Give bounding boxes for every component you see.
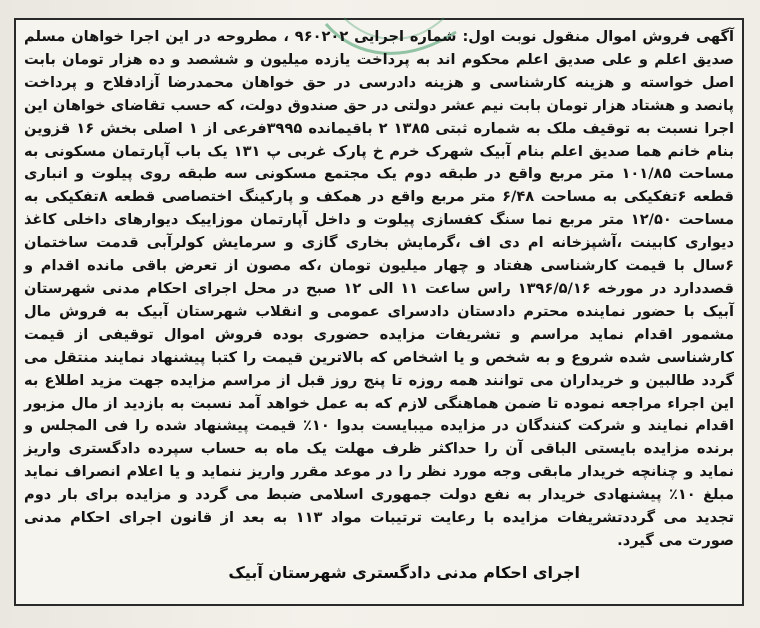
notice-heading: آگهی فروش اموال منقول نوبت اول: <box>462 28 734 45</box>
notice-text <box>24 26 734 553</box>
notice-paragraph <box>24 26 734 553</box>
notice-body: شماره اجرایی ۹۶۰۲۰۲ ، مطروحه در این اجرا خواهان مسلم صدیق اعلم و علی صدیق اعلم محکوم اند به پرداخت یازده میلیون و ششصد و ده هزار تومان بابت اصل خواسته و هزینه کارشناسی و هزینه دادرسی در حق خواهان محمدرضا آزادفلاح و پرداخت پانصد و هشتاد هزار تومان بابت نیم عشر دولتی در حق صندوق دولت، که حسب تقاضای خواهان این اجرا نسبت به توقیف ملک به شماره ثبتی ۱۳۸۵ ۲ باقیمانده ۳۹۹۵فرعی از ۱ اصلی بخش ۱۶ قزوین بنام خانم هما صدیق اعلم بنام آبیک شهرک خرم خ پارک غربی پ ۱۳۱ یک باب آپارتمان مسکونی به مساحت ۱۰۱/۸۵ متر مربع واقع در طبقه دوم یک مجتمع مسکونی سه طبقه روی پیلوت و انباری قطعه ۶تفکیکی به مساحت ۶/۴۸ متر مربع واقع در همکف و پارکینگ اختصاصی قطعه ۸تفکیکی به مساحت ۱۲/۵۰ متر مربع نما سنگ کفسازی پیلوت و داخل آپارتمان موزاییک دیوارهای داخلی کاغذ دیواری کابینت ،آشپزخانه ام دی اف ،گرمایش بخاری گازی و سرمایش کولرآبی قدمت ساختمان ۶سال با قیمت کارشناسی هفتاد و چهار میلیون تومان ،که مصون از تعرض باقی مانده اقدام و قصددارد در مورخه ۱۳۹۶/۵/۱۶ راس ساعت ۱۱ الی ۱۲ صبح در محل اجرای احکام مدنی شهرستان آبیک با حضور نماینده محترم دادستان دادسرای عمومی و انقلاب شهرستان آبیک به فروش مال مشمور اقدام نماید مراسم و تشریفات مزایده حضوری بوده فروش اموال توقیفی از قیمت کارشناسی شده شروع و به شخص و یا اشخاص که بالاترین قیمت را کتبا پیشنهاد نمایند منتقل می گردد طالبین و خریداران می توانند همه روزه تا پنج روز قبل از مراسم مزایده جهت مزید اطلاع به این اجراء مراجعه نموده تا ضمن هماهنگی لازم که به عمل خواهد آمد نسبت به بازدید از مال مزبور اقدام نمایند و شرکت کنندگان در مزایده میبایست بدوا ۱۰٪ قیمت پیشنهاد شده را فی المجلس و برنده مزایده بایستی الباقی آن را حداکثر ظرف مهلت یک ماه به حساب سپرده دادگستری واریز نماید و چنانچه خریدار مابقی وجه مورد نظر را در موعد مقرر واریز ننماید و یا اعلام انصراف نماید مبلغ ۱۰٪ پیشنهادی خریدار به نفع دولت جمهوری اسلامی ضبط می گردد و مزایده برای بار دوم تجدید می گرددتشریفات مزایده با رعایت ترتیبات مواد ۱۱۳ به بعد از قانون اجرای احکام مدنی صورت می گیرد. <box>24 28 734 549</box>
signature-line: اجرای احکام مدنی دادگستری شهرستان آبیک <box>228 563 580 582</box>
